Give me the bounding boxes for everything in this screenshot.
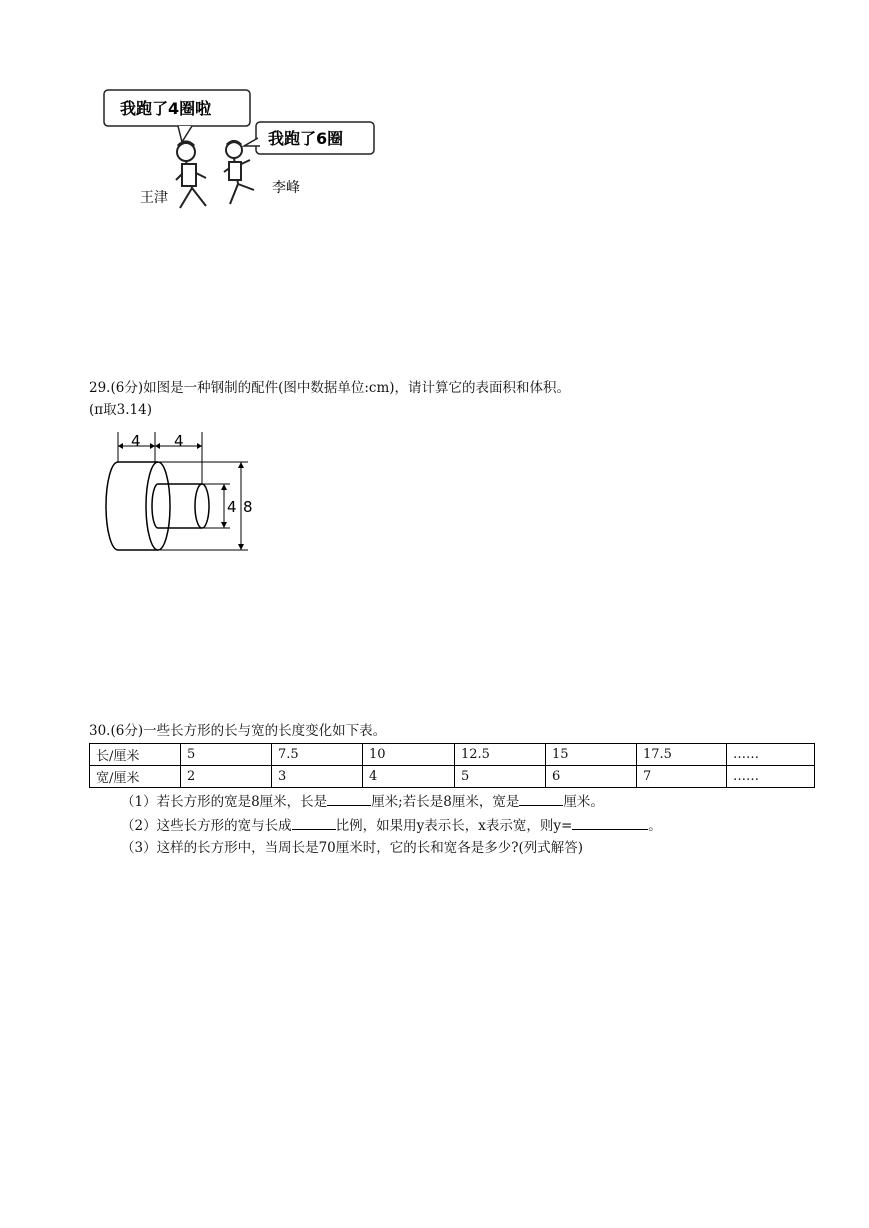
q30-sub2-text-c: 。 bbox=[648, 818, 662, 834]
answer-blank-3[interactable] bbox=[292, 815, 336, 830]
table-row-width bbox=[90, 766, 815, 788]
table-cell: 15 bbox=[546, 744, 637, 766]
answer-blank-2[interactable] bbox=[519, 791, 563, 806]
name-label-left: 王津 bbox=[140, 190, 168, 206]
table-cell: 6 bbox=[546, 766, 637, 788]
table-cell: 12.5 bbox=[455, 744, 546, 766]
answer-blank-4[interactable] bbox=[572, 815, 648, 830]
q30-sub1 bbox=[121, 791, 604, 812]
runner-left bbox=[176, 142, 206, 208]
table-cell: 5 bbox=[181, 744, 272, 766]
table-cell: 5 bbox=[455, 766, 546, 788]
table-cell: 长/厘米 bbox=[90, 744, 181, 766]
outer-diameter-label: 8 bbox=[243, 498, 253, 516]
q29-line2: (π取3.14) bbox=[89, 402, 152, 418]
table-cell: 宽/厘米 bbox=[90, 766, 181, 788]
table-cell: 17.5 bbox=[637, 744, 727, 766]
q30-sub1-text-c: 厘米。 bbox=[563, 794, 604, 810]
length-width-table bbox=[89, 743, 815, 788]
q30-intro: 30.(6分)一些长方形的长与宽的长度变化如下表。 bbox=[89, 723, 387, 739]
table-cell: 4 bbox=[363, 766, 455, 788]
inner-diameter-label: 4 bbox=[227, 498, 237, 516]
speech-text-right: 我跑了6圈 bbox=[268, 129, 344, 148]
name-label-right: 李峰 bbox=[272, 180, 300, 196]
table-row-length bbox=[90, 744, 815, 766]
speech-text-left: 我跑了4圈啦 bbox=[120, 99, 212, 118]
q29-line1: 29.(6分)如图是一种钢制的配件(图中数据单位:cm)，请计算它的表面积和体积。 bbox=[89, 380, 571, 396]
q30-sub2 bbox=[121, 815, 662, 836]
table-cell: 7.5 bbox=[272, 744, 363, 766]
table-cell: 7 bbox=[637, 766, 727, 788]
steel-part-figure bbox=[98, 432, 258, 552]
q30-sub3: （3）这样的长方形中，当周长是70厘米时，它的长和宽各是多少?(列式解答) bbox=[121, 840, 584, 856]
q30-sub1-text-a: （1）若长方形的宽是8厘米，长是 bbox=[121, 794, 328, 810]
table-cell: …… bbox=[727, 744, 815, 766]
answer-blank-1[interactable] bbox=[327, 791, 371, 806]
dim-right-label: 4 bbox=[174, 432, 184, 450]
q30-sub2-text-a: （2）这些长方形的宽与长成 bbox=[121, 818, 292, 834]
dim-left-label: 4 bbox=[131, 432, 141, 450]
table-cell: …… bbox=[727, 766, 815, 788]
table-cell: 3 bbox=[272, 766, 363, 788]
runners-illustration bbox=[100, 80, 390, 220]
runner-right bbox=[224, 142, 254, 205]
q30-sub1-text-b: 厘米;若长是8厘米，宽是 bbox=[371, 794, 520, 810]
table-cell: 2 bbox=[181, 766, 272, 788]
table-cell: 10 bbox=[363, 744, 455, 766]
q30-sub2-text-b: 比例，如果用y表示长，x表示宽，则y= bbox=[335, 818, 573, 834]
